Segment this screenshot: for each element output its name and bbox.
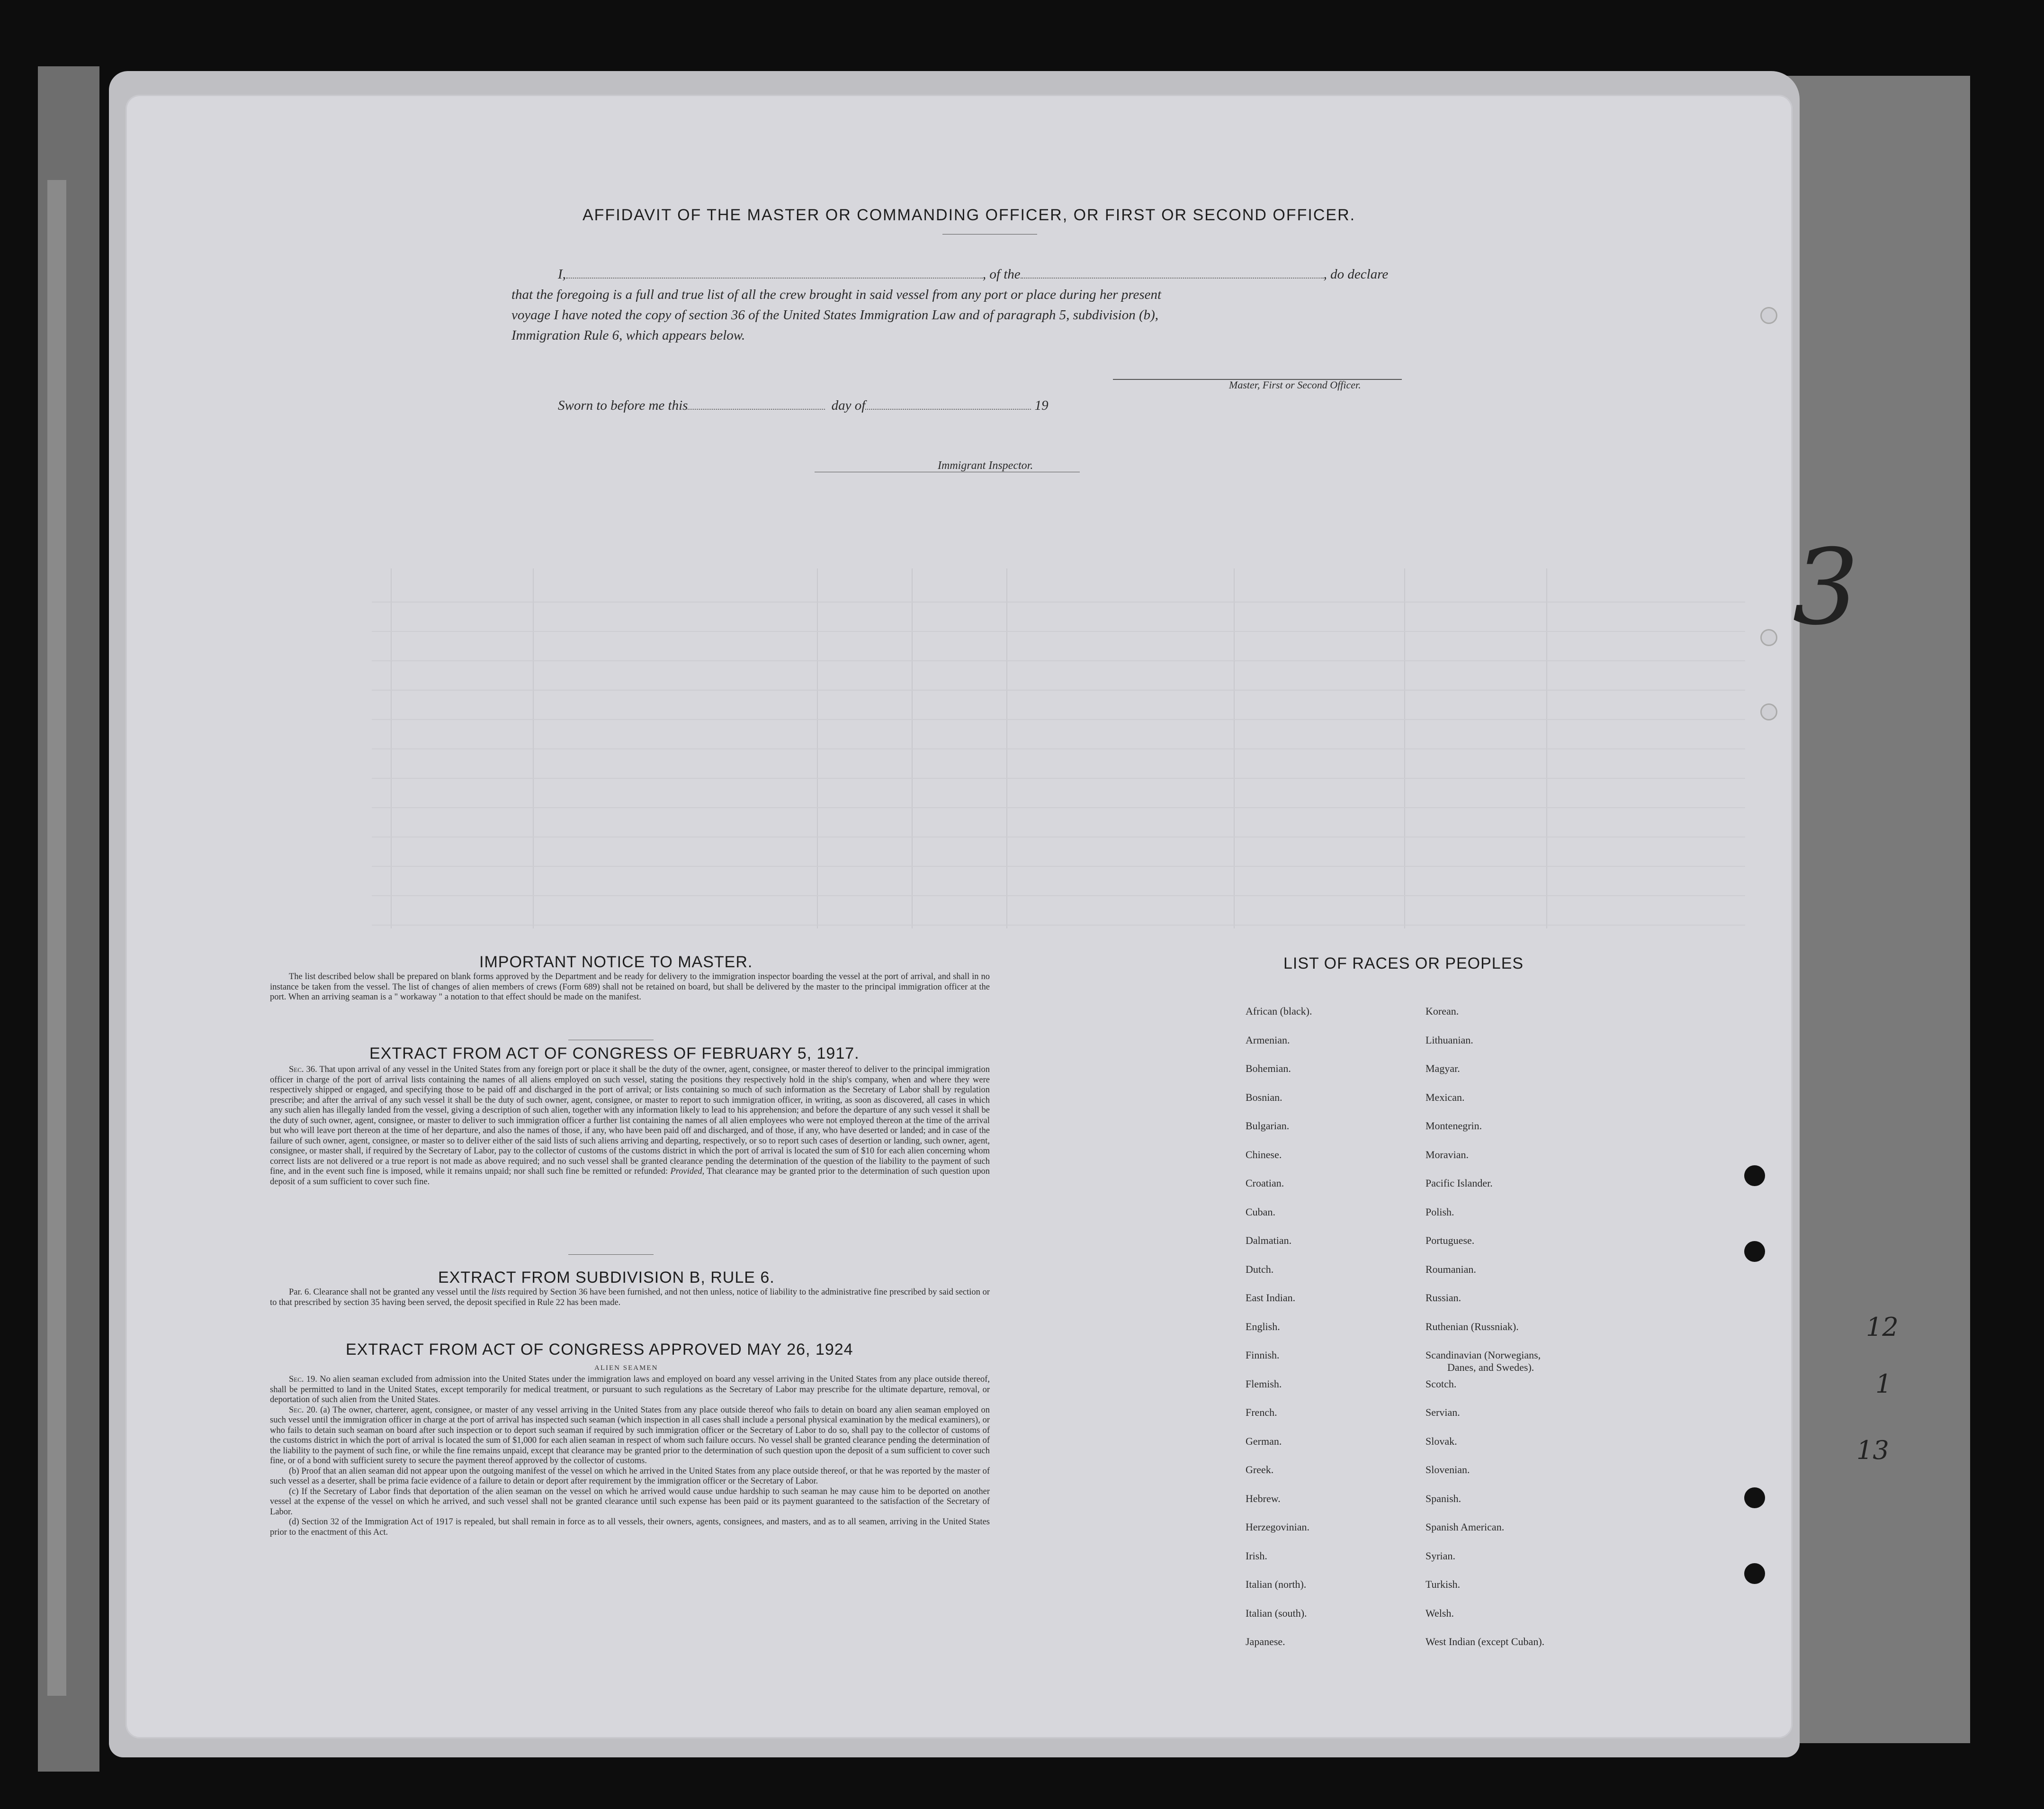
act-1924-body — [270, 1375, 990, 1538]
master-signature-label: Master, First or Second Officer. — [1229, 379, 1361, 391]
sec-19-paragraph — [270, 1375, 990, 1405]
punch-hole — [1744, 1165, 1765, 1186]
sec-20d-paragraph: (d) Section 32 of the Immigration Act of 1917 is repealed, but shall remain in force as to all vessels, their owners, agents, consignees, and masters, and as to all seamen, arriving in the United States prior to the enactment of this Act. — [270, 1517, 990, 1537]
day-of-label: day of — [831, 398, 866, 413]
race-item: East Indian. — [1246, 1292, 1296, 1304]
race-item: Chinese. — [1246, 1148, 1282, 1161]
race-item: African (black). — [1246, 1005, 1312, 1017]
section-tail: That clearance may be granted prior to the determination of such question upon deposit of a sum sufficient to cover such fine. — [270, 1167, 990, 1187]
backing-board — [1771, 76, 1970, 1743]
race-item: Bohemian. — [1246, 1062, 1291, 1074]
ring-hole — [1760, 703, 1777, 720]
race-item: Hebrew. — [1246, 1492, 1281, 1504]
race-item: Moravian. — [1425, 1148, 1469, 1161]
race-item: West Indian (except Cuban). — [1425, 1636, 1545, 1647]
race-item: Servian. — [1425, 1406, 1460, 1418]
race-item: English. — [1246, 1320, 1280, 1332]
race-item: Croatian. — [1246, 1177, 1284, 1189]
affidavit-do-declare: , do declare — [1323, 267, 1389, 282]
act-1917-paragraph — [270, 1065, 990, 1187]
race-item: Portuguese. — [1425, 1234, 1475, 1246]
lists-word: lists — [491, 1287, 506, 1297]
race-item: German. — [1246, 1435, 1282, 1447]
race-item: Slovenian. — [1425, 1464, 1470, 1476]
punch-hole — [1744, 1241, 1765, 1262]
paragraph-text-1: Clearance shall not be granted any vessel until the — [313, 1287, 490, 1297]
section-number: Sec. 36. — [289, 1065, 317, 1074]
name-blank — [566, 278, 983, 279]
paragraph-text-2: required by Section 36 have been furnished, and not then unless, notice of liability to the administrative fine prescribed by said section or to that prescribed by section 35 having been served, the deposit specified in Rule 22 has been made. — [270, 1287, 990, 1307]
race-item: Dalmatian. — [1246, 1234, 1292, 1246]
race-item: Armenian. — [1246, 1034, 1290, 1046]
bleed-through-rows — [372, 573, 1745, 933]
race-item: Italian (south). — [1246, 1607, 1307, 1619]
race-item: Montenegrin. — [1425, 1120, 1482, 1132]
notice-body — [270, 972, 990, 1003]
section-divider — [568, 1254, 654, 1255]
punch-hole — [1744, 1487, 1765, 1508]
affidavit-body — [511, 264, 1440, 346]
affidavit-title: AFFIDAVIT OF THE MASTER OR COMMANDING OFFICER, OR FIRST OR SECOND OFFICER. — [583, 206, 1356, 224]
race-item: Russian. — [1425, 1292, 1461, 1304]
year-prefix: 19 — [1034, 398, 1049, 413]
notice-title: IMPORTANT NOTICE TO MASTER. — [479, 953, 753, 971]
race-item: Polish. — [1425, 1206, 1454, 1218]
sworn-label: Sworn to before me this — [558, 398, 688, 413]
month-blank — [865, 409, 1031, 410]
section-text: No alien seaman excluded from admission into the United States under the immigration laws and employed on board any vessel arriving in the United States from any place outside thereof, shall be permitted to land in the United States, except temporarily for medical treatment, or pursuant to such regulations as the Secretary of Labor may prescribe for the ultimate departure, removal, or deportation of such alien from the United States. — [270, 1375, 990, 1404]
punch-hole — [1744, 1563, 1765, 1584]
subdivision-title: EXTRACT FROM SUBDIVISION B, RULE 6. — [438, 1269, 775, 1287]
race-item: Slovak. — [1425, 1435, 1457, 1447]
subdivision-paragraph — [270, 1287, 990, 1308]
affidavit-i: I, — [558, 267, 566, 282]
race-item: Pacific Islander. — [1425, 1177, 1493, 1189]
race-item: Bulgarian. — [1246, 1120, 1290, 1132]
ring-hole — [1760, 307, 1777, 324]
race-item: Bosnian. — [1246, 1091, 1282, 1103]
race-item: Magyar. — [1425, 1062, 1460, 1074]
race-item: Scandinavian (Norwegians, — [1425, 1349, 1541, 1361]
vessel-blank — [1021, 278, 1324, 279]
race-item: Japanese. — [1246, 1636, 1285, 1647]
subdivision-body — [270, 1287, 990, 1308]
race-item: Flemish. — [1246, 1377, 1282, 1390]
race-item: Irish. — [1246, 1549, 1267, 1562]
section-text: That upon arrival of any vessel in the United States from any foreign port or place it shall be the duty of the owner, agent, consignee, or master thereof to deliver to the principal immigration officer in charge of the port of arrival lists containing the names of all aliens employed on such vessel, stating the positions they respectively hold in the ship's company, when and where they were respectively shipped or engaged, and specifying those to be paid off and discharged in the port of arrival; or lists containing so much of such information as the Secretary of Labor shall by regulation prescribe; and after the arrival of any such vessel it shall be the duty of such owner, agent, consignee, or master to report to such immigration officer, in writing, as soon as discovered, all cases in which any such alien has illegally landed from the vessel, giving a description of such alien, together with any information likely to lead to his apprehension; and before the departure of any such vessel it shall be the duty of such owner, agent, consignee, or master to deliver to such immigration officer a further list containing the names of all alien employees who were not employed thereon at the time of the arrival but who will leave port thereon at the time of her departure, and also the names of those, if any, who have been paid off and discharged, and of those, if any, who have deserted or landed; and in case of the failure of such owner, agent, consignee, or master so to deliver either of the said lists of such aliens arriving and departing, respectively, or so to report such cases of desertion or landing, such owner, agent, consignee, or master shall, if required by the Secretary of Labor, pay to the collector of customs of the customs district in which the port of arrival is located the sum of $10 for each alien concerning whom correct lists are not delivered or a true report is not made as above required; and no such vessel shall be granted clearance pending the determination of the question of the liability to the payment of such fine, and in the event such fine is imposed, while it remains unpaid; nor shall such fine be remitted or refunded: — [270, 1065, 990, 1176]
margin-note: 12 — [1866, 1312, 1899, 1342]
race-item: Scotch. — [1425, 1377, 1457, 1390]
margin-note: 1 — [1875, 1369, 1892, 1399]
act-1917-body — [270, 1065, 990, 1187]
sec-20-paragraph — [270, 1405, 990, 1467]
race-item: Lithuanian. — [1425, 1034, 1473, 1046]
races-title: LIST OF RACES OR PEOPLES — [1283, 954, 1524, 972]
race-item: Welsh. — [1425, 1607, 1454, 1619]
act-1917-title: EXTRACT FROM ACT OF CONGRESS OF FEBRUARY 5, 1917. — [369, 1044, 860, 1062]
race-item: Turkish. — [1425, 1578, 1461, 1590]
provided-word: Provided, — [670, 1167, 705, 1176]
race-item: Cuban. — [1246, 1206, 1275, 1218]
notice-paragraph: The list described below shall be prepared on blank forms approved by the Department and be ready for delivery to the immigration inspector boarding the vessel at the port of arrival, and shall in no instance be taken from the vessel. The list of changes of alien members of crews (Form 689) shall not be retained on board, but shall be delivered by the master to the principal immigration officer at the port. When an arriving seaman is a " workaway " a notation to that effect should be made on the manifest. — [270, 972, 990, 1002]
affidavit-line-4: Immigration Rule 6, which appears below. — [511, 328, 745, 343]
affidavit-of-the: , of the — [982, 267, 1021, 282]
race-item: Korean. — [1425, 1005, 1459, 1017]
section-number: Sec. 20. — [289, 1405, 318, 1415]
race-item: Herzegovinian. — [1246, 1521, 1309, 1533]
ring-hole — [1760, 629, 1777, 646]
section-text: (a) The owner, charterer, agent, consignee, or master of any vessel arriving in the United States from any place outside thereof who fails to detain on board any alien seaman employed on such vessel until the immigration officer in charge at the port of arrival has inspected such seaman (which inspection in all cases shall include a personal physical examination by the medical examiners), or who fails to detain such seaman on board after such inspection or to deport such seaman if required by such immigration officer or the Secretary of Labor to do so, shall pay to the collector of customs of the customs district in which the port of arrival is located the sum of $1,000 for each alien seaman in respect of whom such failure occurs. No vessel shall be granted clearance pending the determination of the liability to the payment of such fine, or while the fine remains unpaid, except that clearance may be granted prior to the determination of such question upon the deposit of a sum sufficient to cover such fine, or of a bond with sufficient surety to secure the payment thereof approved by the collector of customs. — [270, 1405, 990, 1466]
race-item: Danes, and Swedes). — [1447, 1361, 1534, 1373]
race-item: Spanish. — [1425, 1492, 1461, 1504]
race-item: Italian (north). — [1246, 1578, 1307, 1590]
race-item: French. — [1246, 1406, 1277, 1418]
affidavit-line-3: voyage I have noted the copy of section 36 of the United States Immigration Law and of paragraph 5, subdivision (b), — [511, 307, 1159, 323]
race-item: Spanish American. — [1425, 1521, 1505, 1533]
binder-spine — [47, 180, 66, 1696]
race-item: Greek. — [1246, 1464, 1274, 1476]
act-1924-subtitle: ALIEN SEAMEN — [594, 1364, 658, 1372]
affidavit-line-2: that the foregoing is a full and true list of all the crew brought in said vessel from any port or place during her present — [511, 287, 1162, 302]
race-item: Syrian. — [1425, 1549, 1455, 1562]
sworn-line — [558, 398, 1049, 414]
handwritten-number: 3 — [1793, 527, 1859, 648]
day-blank — [688, 409, 825, 410]
section-number: Sec. 19. — [289, 1375, 317, 1384]
race-item: Finnish. — [1246, 1349, 1280, 1361]
margin-note: 13 — [1856, 1435, 1889, 1465]
race-item: Roumanian. — [1425, 1263, 1476, 1275]
sec-20b-paragraph: (b) Proof that an alien seaman did not appear upon the outgoing manifest of the vessel on which he arrived in the United States from any place outside thereof, or that he was reported by the master of such vessel as a deserter, shall be prima facie evidence of a failure to detain or deport after requirement by the immigration officer or the Secretary of Labor. — [270, 1466, 990, 1486]
race-item: Ruthenian (Russniak). — [1425, 1320, 1519, 1332]
inspector-signature-label: Immigrant Inspector. — [938, 459, 1033, 472]
sec-20c-paragraph: (c) If the Secretary of Labor finds that deportation of the alien seaman on the vessel on which he arrived would cause undue hardship to such seaman he may cause him to be deported on another vessel at the expense of the vessel on which he arrived, and such vessel shall not be granted clearance until such expense has been paid or its payment guaranteed to the satisfaction of the Secretary of Labor. — [270, 1486, 990, 1517]
race-item: Dutch. — [1246, 1263, 1274, 1275]
act-1924-title: EXTRACT FROM ACT OF CONGRESS APPROVED MAY 26, 1924 — [346, 1341, 853, 1359]
race-item: Mexican. — [1425, 1091, 1465, 1103]
affidavit-line-1 — [511, 264, 1440, 285]
paragraph-number: Par. 6. — [289, 1287, 311, 1297]
